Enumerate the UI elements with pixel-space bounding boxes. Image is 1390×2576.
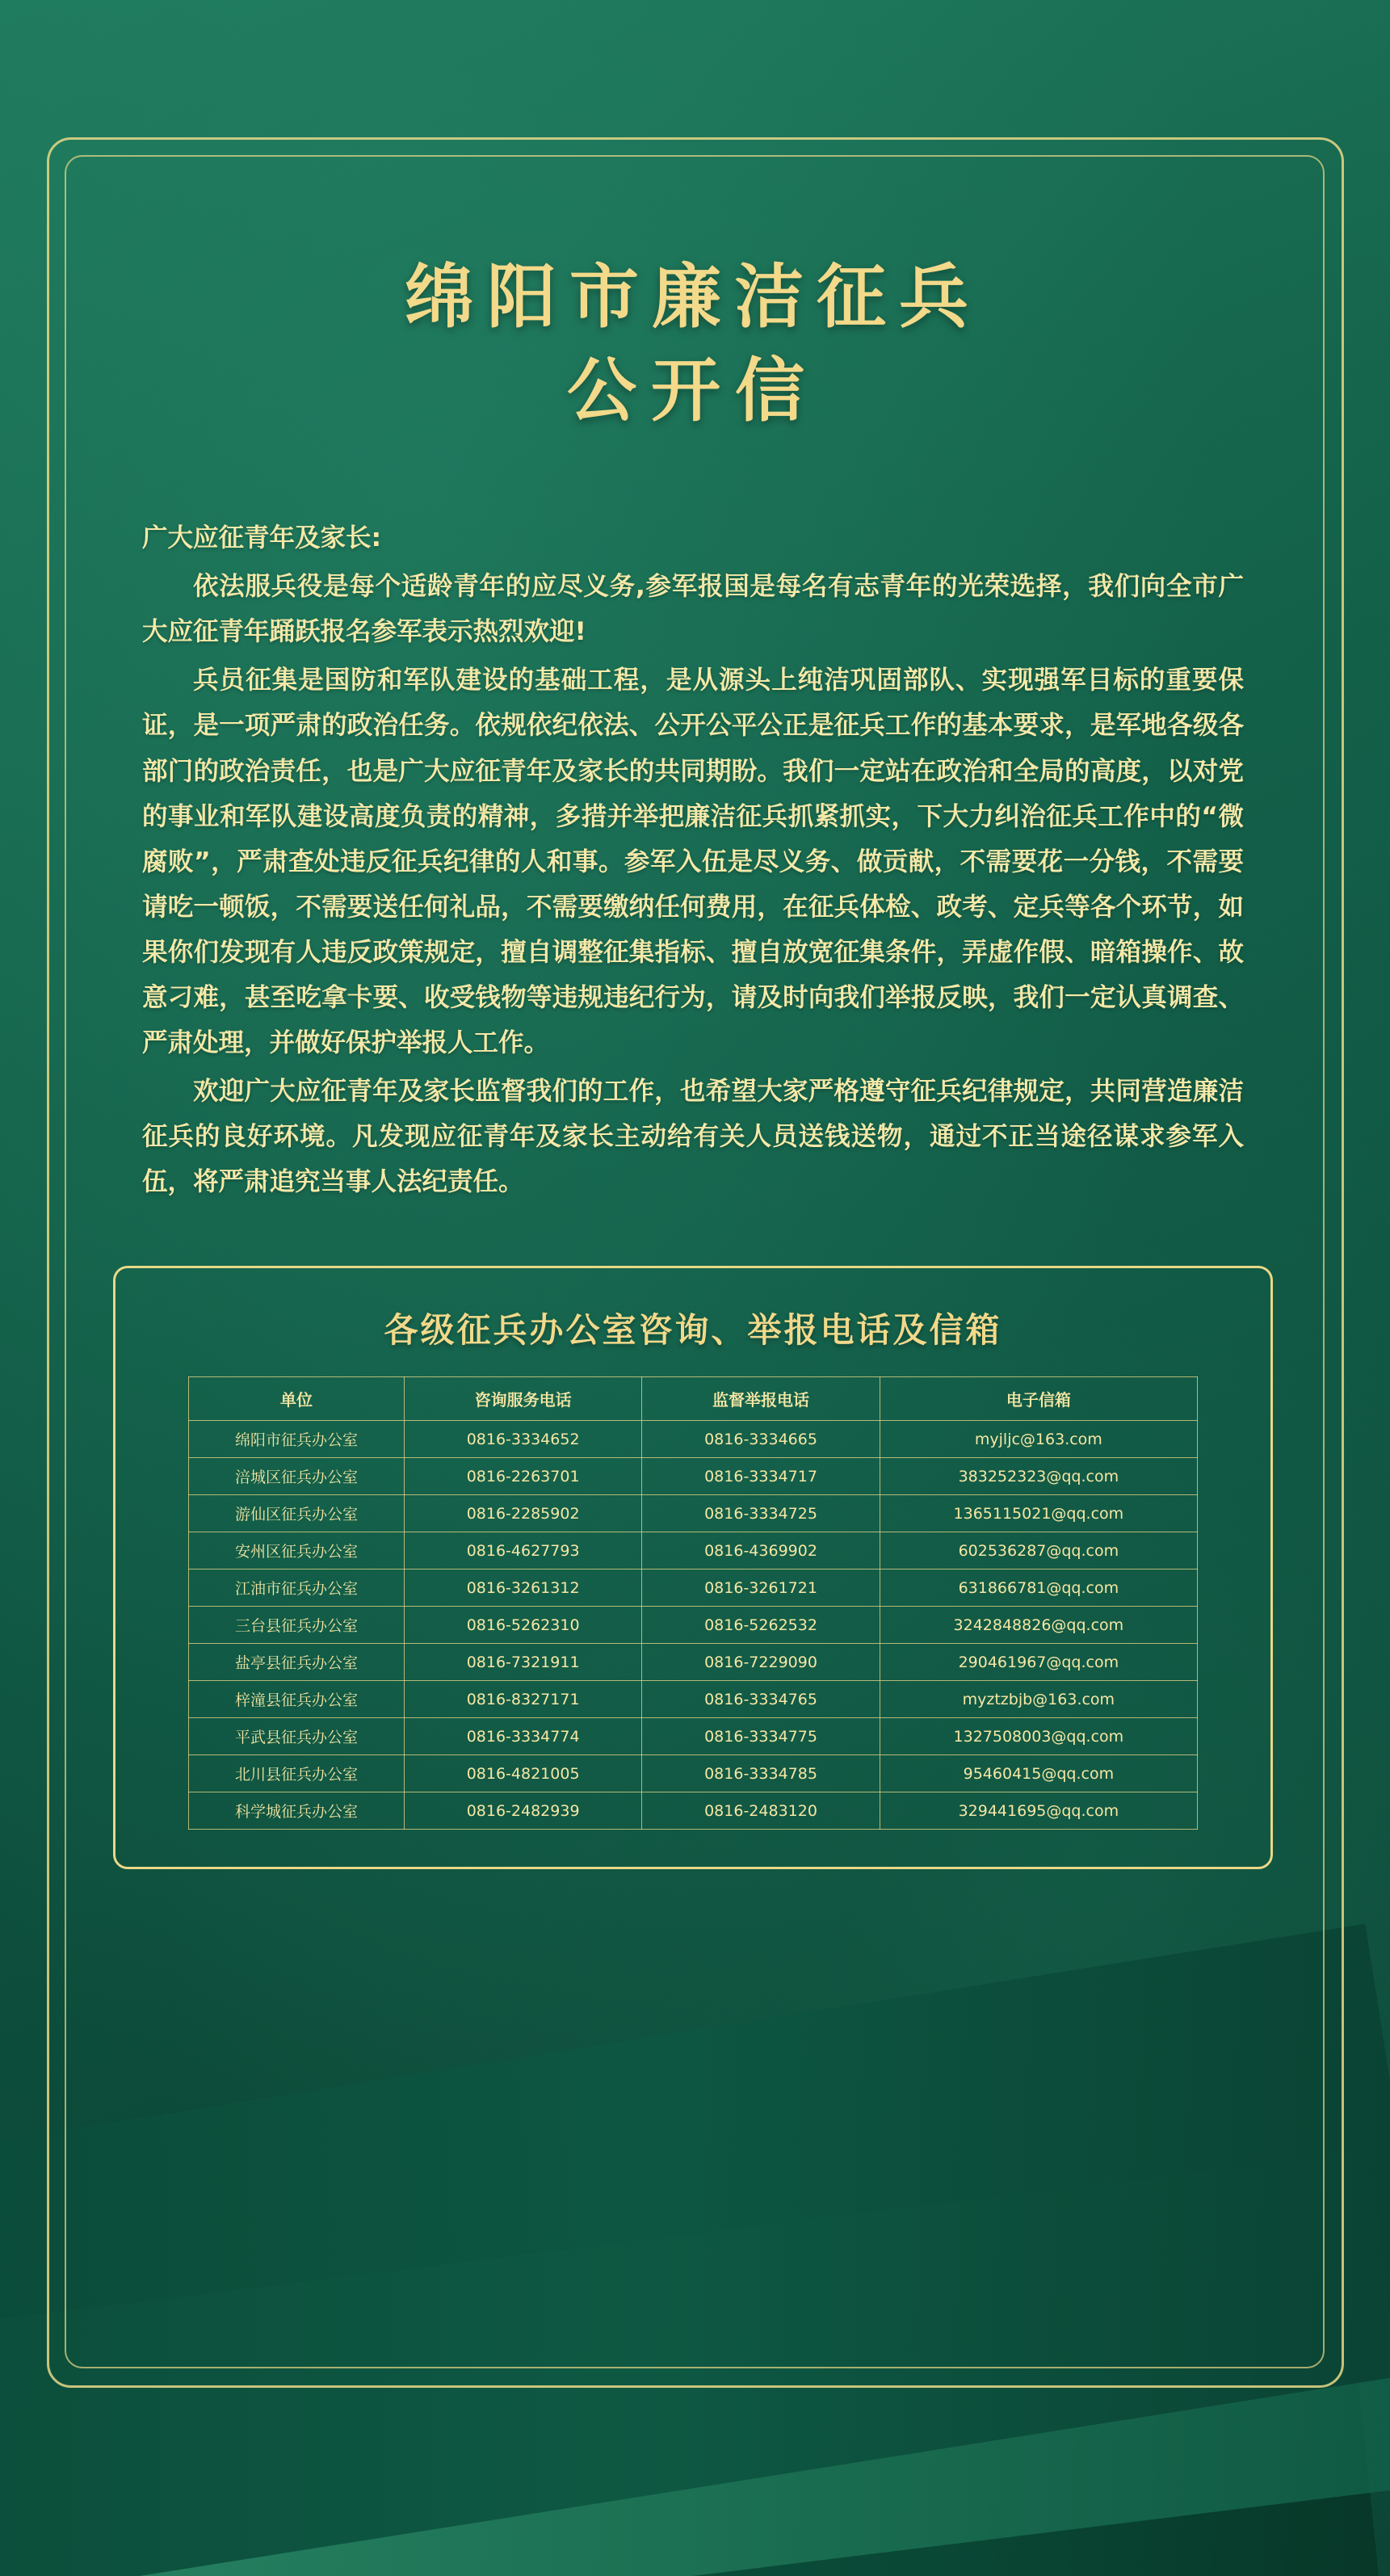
cell-report-phone: 0816-3334765: [642, 1681, 880, 1718]
contact-table: [188, 1376, 1198, 1830]
cell-report-phone: 0816-3334775: [642, 1718, 880, 1755]
cell-service-phone: 0816-2263701: [404, 1458, 641, 1495]
cell-unit: 涪城区征兵办公室: [189, 1458, 405, 1495]
cell-unit: 绵阳市征兵办公室: [189, 1421, 405, 1458]
table-row: [189, 1570, 1198, 1607]
cell-report-phone: 0816-3334665: [642, 1421, 880, 1458]
table-row: [189, 1718, 1198, 1755]
page-title-line-1: 绵阳市廉洁征兵: [405, 257, 981, 338]
cell-service-phone: 0816-8327171: [404, 1681, 641, 1718]
cell-email: 631866781@qq.com: [880, 1570, 1197, 1607]
title-block: [65, 155, 1321, 438]
cell-report-phone: 0816-3261721: [642, 1570, 880, 1607]
contact-table-head: [189, 1377, 1198, 1421]
cell-service-phone: 0816-2482939: [404, 1792, 641, 1830]
cell-service-phone: 0816-4627793: [404, 1532, 641, 1570]
letter-paragraph-1: 依法服兵役是每个适龄青年的应尽义务,参军报国是每名有志青年的光荣选择，我们向全市广大应征青年踊跃报名参军表示热烈欢迎!: [142, 572, 1244, 647]
cell-service-phone: 0816-3334652: [404, 1421, 641, 1458]
contact-panel: [113, 1266, 1273, 1869]
table-row: [189, 1681, 1198, 1718]
poster-content: [65, 155, 1321, 1869]
table-row: [189, 1644, 1198, 1681]
cell-report-phone: 0816-3334717: [642, 1458, 880, 1495]
cell-email: 290461967@qq.com: [880, 1644, 1197, 1681]
cell-unit: 安州区征兵办公室: [189, 1532, 405, 1570]
cell-service-phone: 0816-3334774: [404, 1718, 641, 1755]
table-row: [189, 1792, 1198, 1830]
table-row: [189, 1421, 1198, 1458]
cell-unit: 盐亭县征兵办公室: [189, 1644, 405, 1681]
letter-body: [142, 515, 1244, 1204]
cell-email: myjljc@163.com: [880, 1421, 1197, 1458]
table-header-row: [189, 1377, 1198, 1421]
cell-email: 1327508003@qq.com: [880, 1718, 1197, 1755]
cell-report-phone: 0816-7229090: [642, 1644, 880, 1681]
cell-unit: 游仙区征兵办公室: [189, 1495, 405, 1532]
cell-email: 1365115021@qq.com: [880, 1495, 1197, 1532]
page-title-line-2: 公开信: [567, 351, 819, 432]
letter-paragraph-2: 兵员征集是国防和军队建设的基础工程，是从源头上纯洁巩固部队、实现强军目标的重要保证，是一项严肃的政治任务。依规依纪依法、公开公平公正是征兵工作的基本要求，是军地各级各部门的政治责任，也是广大应征青年及家长的共同期盼。我们一定站在政治和全局的高度，以对党的事业和军队建设高度负责的精神，多措并举把廉洁征兵抓紧抓实，下大力纠治征兵工作中的“微腐败”，严肃查处违反征兵纪律的人和事。参军入伍是尽义务、做贡献，不需要花一分钱，不需要请吃一顿饭，不需要送任何礼品，不需要缴纳任何费用，在征兵体检、政考、定兵等各个环节，如果你们发现有人违反政策规定，擅自调整征集指标、擅自放宽征集条件，弄虚作假、暗箱操作、故意刁难，甚至吃拿卡要、收受钱物等违规违纪行为，请及时向我们举报反映，我们一定认真调查、严肃处理，并做好保护举报人工作。: [142, 666, 1244, 1057]
table-row: [189, 1495, 1198, 1532]
cell-unit: 平武县征兵办公室: [189, 1718, 405, 1755]
cell-unit: 北川县征兵办公室: [189, 1755, 405, 1792]
table-row: [189, 1755, 1198, 1792]
table-row: [189, 1532, 1198, 1570]
table-row: [189, 1607, 1198, 1644]
column-header-report-phone: 监督举报电话: [642, 1377, 880, 1421]
cell-unit: 江油市征兵办公室: [189, 1570, 405, 1607]
cell-email: 383252323@qq.com: [880, 1458, 1197, 1495]
column-header-service-phone: 咨询服务电话: [404, 1377, 641, 1421]
cell-service-phone: 0816-7321911: [404, 1644, 641, 1681]
cell-report-phone: 0816-4369902: [642, 1532, 880, 1570]
cell-service-phone: 0816-4821005: [404, 1755, 641, 1792]
cell-email: myztzbjb@163.com: [880, 1681, 1197, 1718]
cell-service-phone: 0816-5262310: [404, 1607, 641, 1644]
cell-unit: 三台县征兵办公室: [189, 1607, 405, 1644]
cell-email: 95460415@qq.com: [880, 1755, 1197, 1792]
letter-salutation: 广大应征青年及家长:: [142, 523, 382, 553]
cell-report-phone: 0816-2483120: [642, 1792, 880, 1830]
cell-email: 3242848826@qq.com: [880, 1607, 1197, 1644]
cell-report-phone: 0816-3334725: [642, 1495, 880, 1532]
table-row: [189, 1458, 1198, 1495]
cell-service-phone: 0816-2285902: [404, 1495, 641, 1532]
cell-report-phone: 0816-5262532: [642, 1607, 880, 1644]
cell-report-phone: 0816-3334785: [642, 1755, 880, 1792]
column-header-email: 电子信箱: [880, 1377, 1197, 1421]
cell-email: 602536287@qq.com: [880, 1532, 1197, 1570]
contact-panel-title: 各级征兵办公室咨询、举报电话及信箱: [384, 1310, 1002, 1351]
letter-paragraph-3: 欢迎广大应征青年及家长监督我们的工作，也希望大家严格遵守征兵纪律规定，共同营造廉洁征兵的良好环境。凡发现应征青年及家长主动给有关人员送钱送物，通过不正当途径谋求参军入伍，将严肃追究当事人法纪责任。: [142, 1076, 1244, 1197]
cell-unit: 梓潼县征兵办公室: [189, 1681, 405, 1718]
contact-table-body: [189, 1421, 1198, 1830]
cell-email: 329441695@qq.com: [880, 1792, 1197, 1830]
cell-service-phone: 0816-3261312: [404, 1570, 641, 1607]
cell-unit: 科学城征兵办公室: [189, 1792, 405, 1830]
column-header-unit: 单位: [189, 1377, 405, 1421]
